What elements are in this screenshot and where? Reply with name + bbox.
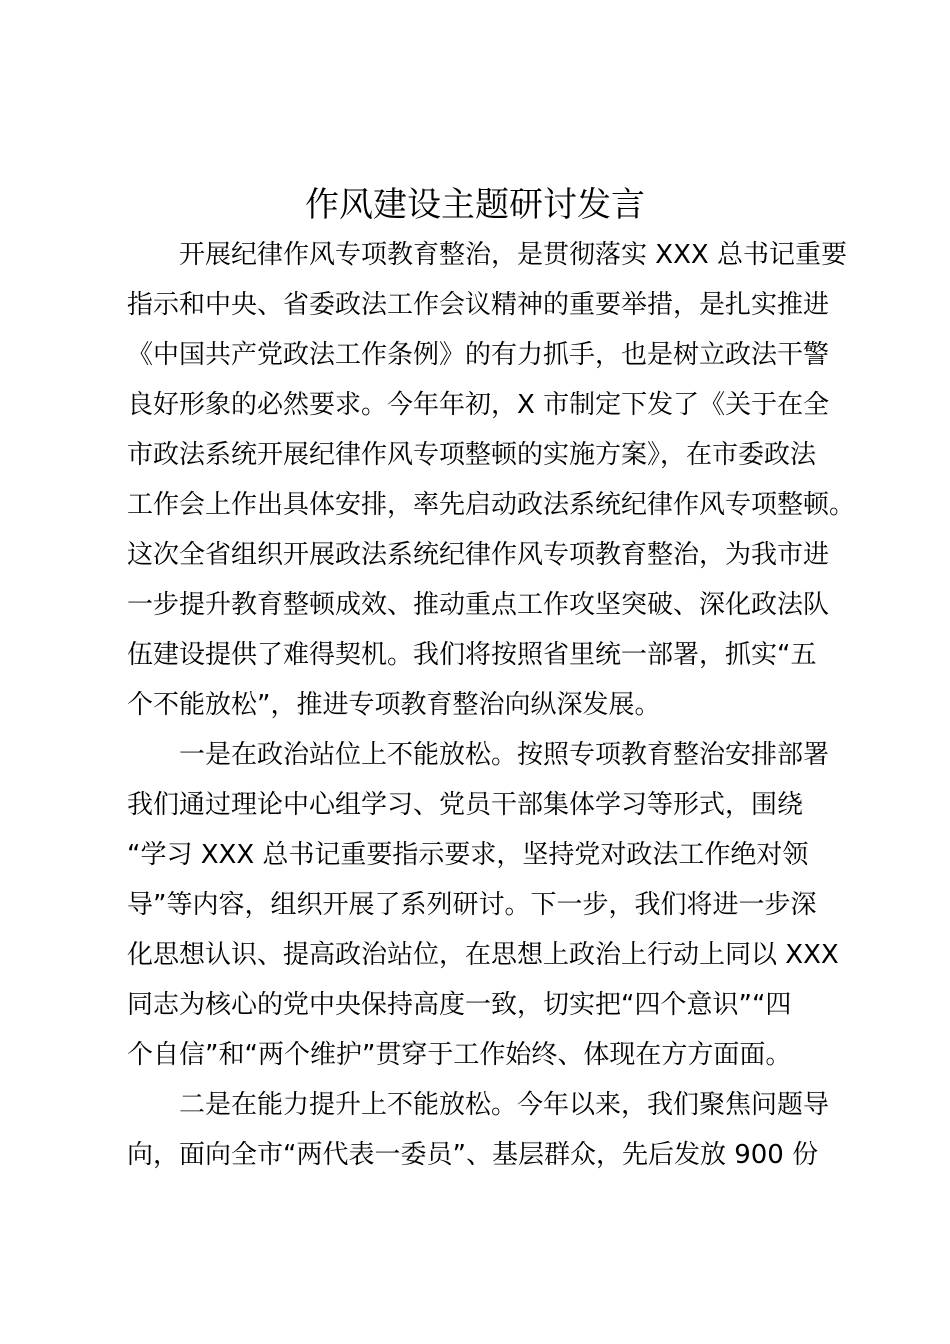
paragraph-line: 个自信”和“两个维护”贯穿于工作始终、体现在方方面面。	[127, 1040, 792, 1070]
paragraph-line: 导”等内容，组织开展了系列研讨。下一步，我们将进一步深	[127, 890, 817, 920]
paragraph-line: 化思想认识、提高政治站位，在思想上政治上行动上同以 XXX	[127, 940, 839, 970]
paragraph-line: 指示和中央、省委政法工作会议精神的重要举措，是扎实推进	[127, 290, 830, 320]
paragraph-line: 工作会上作出具体安排，率先启动政法系统纪律作风专项整顿。	[127, 490, 856, 520]
paragraph-line: 二是在能力提升上不能放松。今年以来，我们聚焦问题导	[179, 1090, 830, 1120]
paragraph-line: 一步提升教育整顿成效、推动重点工作攻坚突破、深化政法队	[127, 590, 830, 620]
paragraph-line: 《中国共产党政法工作条例》的有力抓手，也是树立政法干警	[127, 340, 830, 370]
document-body	[127, 230, 856, 1180]
paragraph-line: 向，面向全市“两代表一委员”、基层群众，先后发放 900 份	[127, 1140, 819, 1170]
paragraph-line: 市政法系统开展纪律作风专项整顿的实施方案》，在市委政法	[127, 440, 817, 470]
document-title: 作风建设主题研讨发言	[305, 185, 645, 225]
paragraph-line: 这次全省组织开展政法系统纪律作风专项教育整治，为我市进	[127, 540, 830, 570]
paragraph-line: 开展纪律作风专项教育整治，是贯彻落实 XXX 总书记重要	[179, 240, 847, 270]
paragraph-line: 伍建设提供了难得契机。我们将按照省里统一部署，抓实“五	[127, 640, 817, 670]
paragraph-line: 我们通过理论中心组学习、党员干部集体学习等形式，围绕	[127, 790, 804, 820]
paragraph-line: “学习 XXX 总书记重要指示要求，坚持党对政法工作绝对领	[127, 840, 809, 870]
paragraph-line: 良好形象的必然要求。今年年初，X 市制定下发了《关于在全	[127, 390, 830, 420]
paragraph-line: 个不能放松”，推进专项教育整治向纵深发展。	[127, 690, 661, 720]
paragraph-line: 一是在政治站位上不能放松。按照专项教育整治安排部署	[179, 740, 830, 770]
paragraph-line: 同志为核心的党中央保持高度一致，切实把“四个意识”“四	[127, 990, 792, 1020]
